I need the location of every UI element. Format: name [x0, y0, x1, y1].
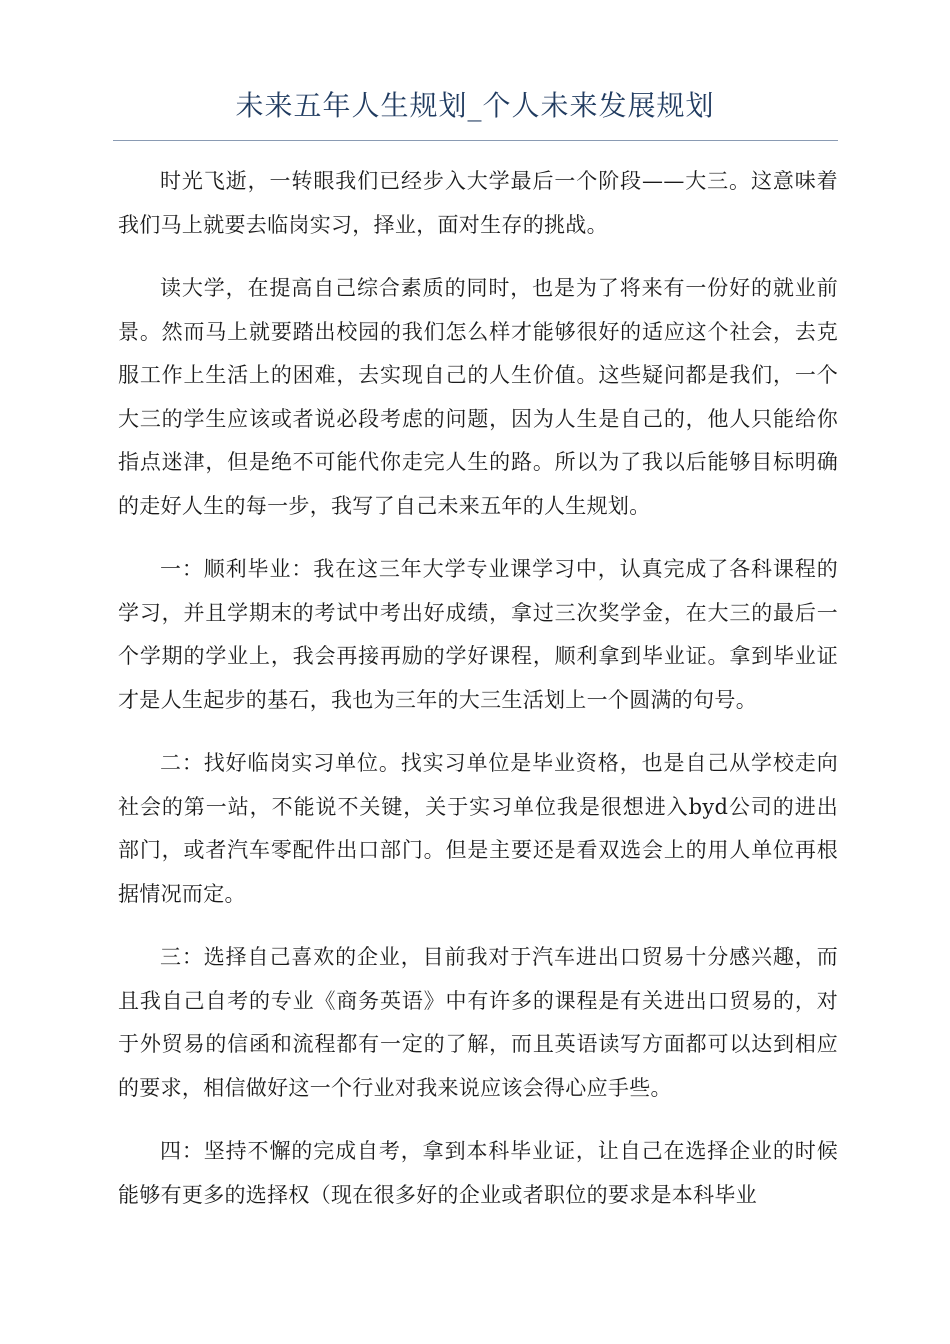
paragraph-goal-3: 三：选择自己喜欢的企业，目前我对于汽车进出口贸易十分感兴趣，而且我自己自考的专业《商务英语》中有许多的课程是有关进出口贸易的，对于外贸易的信函和流程都有一定的了解，而且英语读写方面都可以达到相应的要求，相信做好这一个行业对我来说应该会得心应手些。 — [118, 945, 838, 1100]
document-title: 未来五年人生规划_个人未来发展规划 — [235, 89, 715, 122]
paragraph-background: 读大学，在提高自己综合素质的同时，也是为了将来有一份好的就业前景。然而马上就要踏出校园的我们怎么样才能够很好的适应这个社会，去克服工作上生活上的困难，去实现自己的人生价值。这些疑问都是我们，一个大三的学生应该或者说必段考虑的问题，因为人生是自己的，他人只能给你指点迷津，但是绝不可能代你走完人生的路。所以为了我以后能够目标明确的走好人生的每一步，我写了自己未来五年的人生规划。 — [118, 276, 838, 518]
paragraph-goal-1: 一：顺利毕业：我在这三年大学专业课学习中，认真完成了各科课程的学习，并且学期末的考试中考出好成绩，拿过三次奖学金，在大三的最后一个学期的学业上，我会再接再励的学好课程，顺利拿到毕业证。拿到毕业证才是人生起步的基石，我也为三年的大三生活划上一个圆满的句号。 — [118, 557, 838, 712]
paragraph-intro: 时光飞逝，一转眼我们已经步入大学最后一个阶段——大三。这意味着我们马上就要去临岗实习，择业，面对生存的挑战。 — [118, 169, 838, 237]
paragraph-goal-2: 二：找好临岗实习单位。找实习单位是毕业资格，也是自己从学校走向社会的第一站，不能说不关键，关于实习单位我是很想进入byd公司的进出部门，或者汽车零配件出口部门。但是主要还是看双选会上的用人单位再根据情况而定。 — [118, 751, 838, 906]
title-divider — [113, 140, 838, 141]
paragraph-goal-4: 四：坚持不懈的完成自考，拿到本科毕业证，让自己在选择企业的时候能够有更多的选择权（现在很多好的企业或者职位的要求是本科毕业 — [118, 1139, 838, 1207]
document-body — [118, 160, 838, 1237]
